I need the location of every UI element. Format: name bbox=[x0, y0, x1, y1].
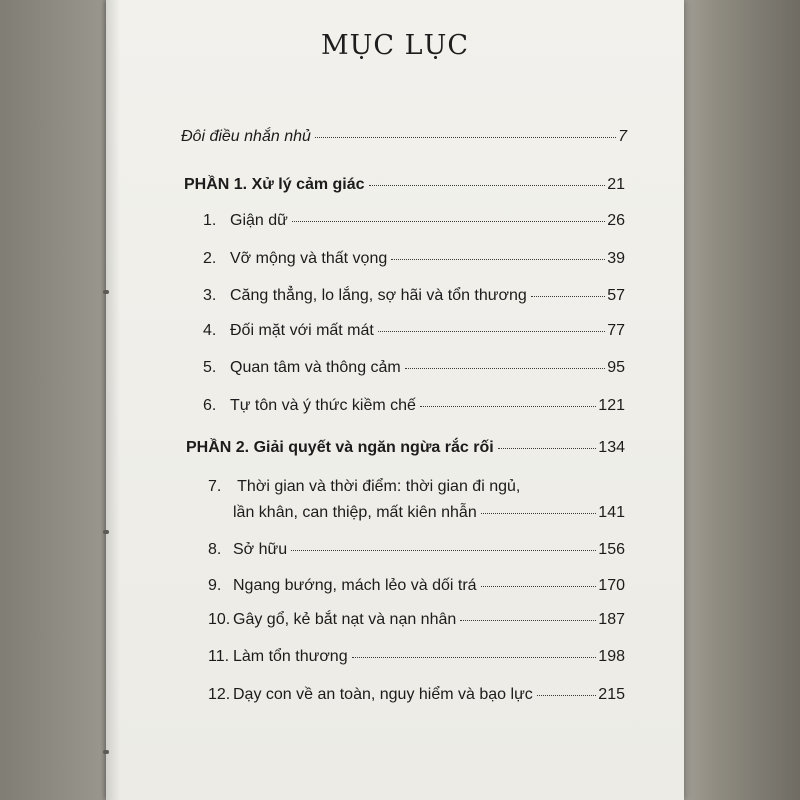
entry-title: Giận dữ bbox=[230, 212, 288, 229]
entry-page: 156 bbox=[598, 541, 625, 558]
entry-page: 21 bbox=[607, 176, 625, 193]
chapter-number: 5. bbox=[203, 359, 217, 376]
dot-leader bbox=[498, 448, 597, 449]
toc-entry-part-2 bbox=[186, 439, 625, 457]
dot-leader bbox=[420, 406, 596, 407]
entry-title: Quan tâm và thông cảm bbox=[230, 359, 401, 376]
entry-title: Vỡ mộng và thất vọng bbox=[230, 250, 388, 267]
dot-leader bbox=[537, 695, 597, 696]
chapter-number: 1. bbox=[203, 212, 217, 229]
entry-page: 134 bbox=[598, 439, 625, 456]
entry-title: Làm tổn thương bbox=[233, 648, 348, 665]
chapter-number: 9. bbox=[208, 577, 222, 594]
toc-entry-intro bbox=[181, 128, 627, 146]
entry-page: 141 bbox=[598, 504, 625, 521]
entry-title: Căng thẳng, lo lắng, sợ hãi và tổn thương bbox=[230, 287, 527, 304]
dot-leader bbox=[391, 259, 605, 260]
entry-page: 215 bbox=[598, 686, 625, 703]
dot-leader bbox=[481, 586, 597, 587]
entry-title: PHẦN 1. Xử lý cảm giác bbox=[184, 176, 365, 193]
dot-leader bbox=[405, 368, 605, 369]
toc-entry-chapter bbox=[203, 287, 625, 305]
toc-entry-chapter-continuation bbox=[233, 504, 625, 522]
entry-title: PHẦN 2. Giải quyết và ngăn ngừa rắc rối bbox=[186, 439, 494, 456]
chapter-number: 7. bbox=[208, 478, 222, 495]
entry-title: Ngang bướng, mách lẻo và dối trá bbox=[233, 577, 477, 594]
entry-page: 39 bbox=[607, 250, 625, 267]
toc-entry-chapter bbox=[208, 648, 625, 666]
entry-title: Gây gổ, kẻ bắt nạt và nạn nhân bbox=[233, 611, 457, 628]
dot-leader bbox=[315, 137, 616, 138]
toc-entry-chapter bbox=[208, 541, 625, 559]
chapter-number: 3. bbox=[203, 287, 217, 304]
entry-page: 7 bbox=[618, 128, 627, 145]
entry-page: 170 bbox=[598, 577, 625, 594]
dot-leader bbox=[352, 657, 597, 658]
entry-page: 77 bbox=[607, 322, 625, 339]
entry-title: Dạy con về an toàn, nguy hiểm và bạo lực bbox=[233, 686, 533, 703]
entry-title: Tự tôn và ý thức kiềm chế bbox=[230, 397, 416, 414]
dot-leader bbox=[531, 296, 605, 297]
toc-entry-chapter bbox=[203, 397, 625, 415]
entry-title: Đối mặt với mất mát bbox=[230, 322, 374, 339]
toc-entry-chapter bbox=[208, 577, 625, 595]
toc-entry-chapter-first-line bbox=[208, 478, 520, 496]
chapter-number: 2. bbox=[203, 250, 217, 267]
entry-title: Sở hữu bbox=[233, 541, 288, 558]
chapter-number: 11. bbox=[208, 648, 230, 665]
dot-leader bbox=[291, 550, 596, 551]
dot-leader bbox=[378, 331, 605, 332]
entry-page: 121 bbox=[598, 397, 625, 414]
chapter-number: 6. bbox=[203, 397, 217, 414]
toc-entry-chapter bbox=[203, 322, 625, 340]
entry-page: 198 bbox=[598, 648, 625, 665]
entry-title-line: Thời gian và thời điểm: thời gian đi ngủ, bbox=[237, 478, 521, 495]
entry-page: 26 bbox=[607, 212, 625, 229]
dot-leader bbox=[292, 221, 605, 222]
dot-leader bbox=[369, 185, 606, 186]
dot-leader bbox=[460, 620, 596, 621]
toc-entry-part-1 bbox=[184, 176, 625, 194]
toc-entry-chapter bbox=[203, 212, 625, 230]
toc-entry-chapter bbox=[208, 686, 625, 704]
entry-page: 95 bbox=[607, 359, 625, 376]
page-title: MỤC LỤC bbox=[321, 30, 469, 61]
entry-page: 57 bbox=[607, 287, 625, 304]
chapter-number: 12. bbox=[208, 686, 231, 703]
toc-entry-chapter bbox=[208, 611, 625, 629]
chapter-number: 8. bbox=[208, 541, 222, 558]
entry-title: Đôi điều nhắn nhủ bbox=[181, 128, 311, 145]
chapter-number: 4. bbox=[203, 322, 217, 339]
dot-leader bbox=[481, 513, 597, 514]
entry-title: lần khân, can thiệp, mất kiên nhẫn bbox=[233, 504, 477, 521]
entry-page: 187 bbox=[598, 611, 625, 628]
toc-entry-chapter bbox=[203, 250, 625, 268]
toc-entry-chapter bbox=[203, 359, 625, 377]
chapter-number: 10. bbox=[208, 611, 231, 628]
